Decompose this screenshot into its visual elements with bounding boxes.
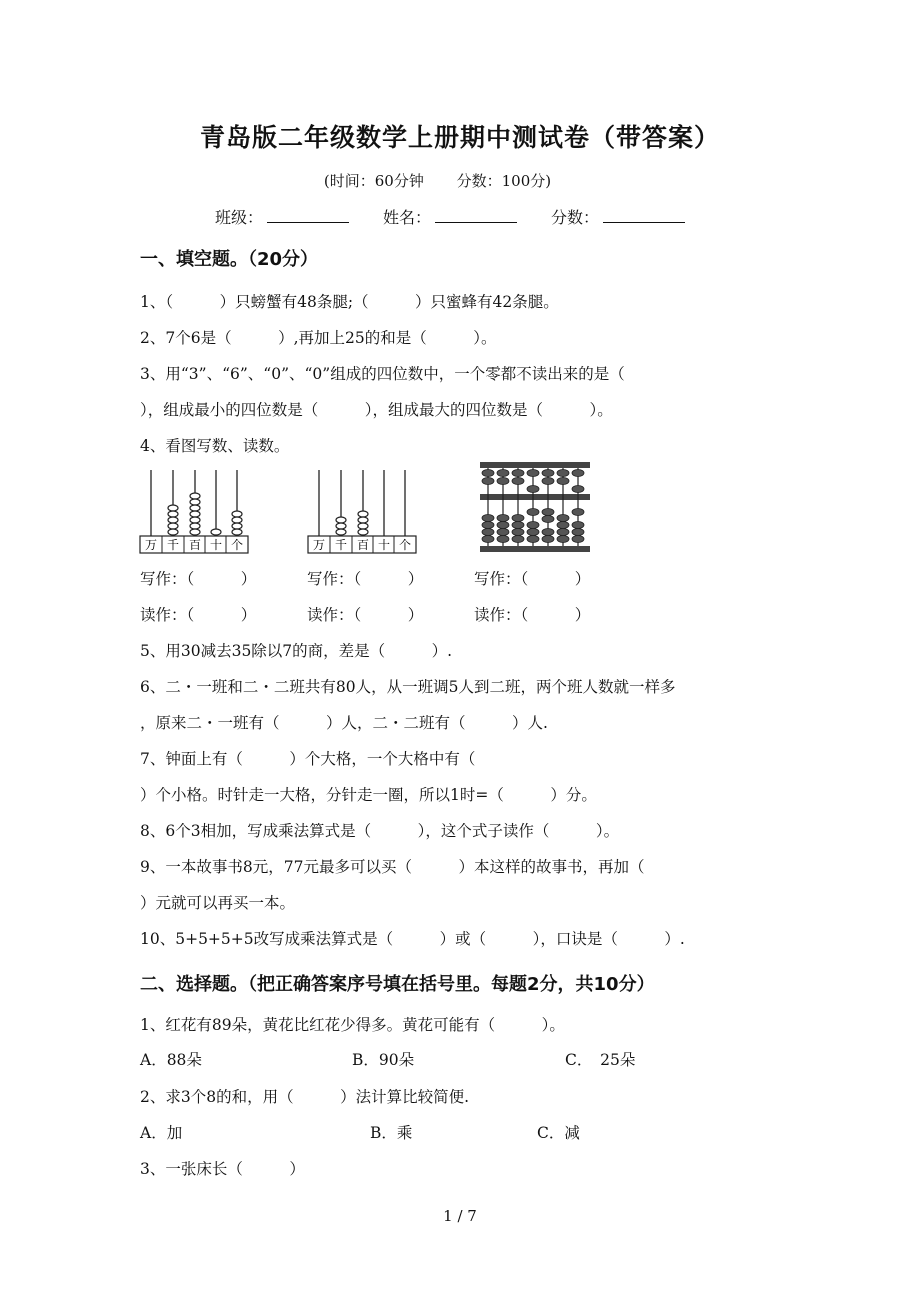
question-1-7b: ）个小格。时针走一大格，分针走一圈，所以1时=（ ）分。 (140, 786, 597, 804)
question-1-7a: 7、钟面上有（ ）个大格，一个大格中有（ (140, 750, 476, 768)
write-answer-1[interactable]: 写作：（ ） (140, 570, 257, 588)
section-2-heading: 二、选择题。（把正确答案序号填在括号里。每题2分，共10分） (140, 974, 655, 995)
question-1-3a: 3、用“3”、“6”、“0”、“0”组成的四位数中，一个零都不读出来的是（ (140, 365, 625, 383)
write-row (140, 567, 641, 589)
score-field[interactable] (551, 205, 685, 228)
abacus-2 (308, 470, 416, 553)
option-c[interactable]: C．减 (537, 1124, 580, 1142)
option-b[interactable]: B．90朵 (352, 1051, 415, 1069)
question-1-6a: 6、二・一班和二・二班共有80人，从一班调5人到二班，两个班人数就一样多 (140, 678, 676, 696)
name-label: 姓名： (383, 208, 432, 227)
abacus-label: 千 (334, 538, 348, 552)
question-1-2: 2、7个6是（ ）,再加上25的和是（ ）。 (140, 329, 497, 347)
read-answer-3[interactable]: 读作：（ ） (474, 606, 591, 624)
abacus-label: 十 (377, 538, 391, 552)
name-field[interactable] (383, 205, 517, 228)
abacus-label: 万 (144, 538, 158, 552)
abacus-label: 万 (312, 538, 326, 552)
abacus-3 (480, 462, 590, 552)
option-a[interactable]: A．加 (140, 1124, 183, 1142)
question-1-4: 4、看图写数、读数。 (140, 437, 290, 455)
question-2-2: 2、求3个8的和，用（ ）法计算比较简便. (140, 1088, 470, 1106)
abacus-label: 百 (188, 538, 202, 552)
score-blank[interactable] (603, 208, 685, 223)
question-1-8: 8、6个3相加，写成乘法算式是（ ），这个式子读作（ ）。 (140, 822, 620, 840)
abacus-1 (140, 470, 248, 553)
score-label: 分数： (551, 208, 600, 227)
read-row (140, 603, 641, 625)
question-1-3b: ），组成最小的四位数是（ ），组成最大的四位数是（ ）。 (140, 401, 613, 419)
question-1-5: 5、用30减去35除以7的商，差是（ ）. (140, 642, 453, 660)
name-blank[interactable] (435, 208, 517, 223)
class-label: 班级： (215, 208, 264, 227)
class-blank[interactable] (267, 208, 349, 223)
option-c[interactable]: C． 25朵 (565, 1051, 636, 1069)
page-number: 1 / 7 (443, 1207, 477, 1225)
question-1-9a: 9、一本故事书8元，77元最多可以买（ ）本这样的故事书，再加（ (140, 858, 645, 876)
abacus-label: 个 (398, 538, 412, 552)
score-info: 分数：100分) (456, 172, 552, 190)
option-a[interactable]: A．88朵 (140, 1051, 202, 1069)
option-b[interactable]: B．乘 (370, 1124, 413, 1142)
abacus-label: 千 (166, 538, 180, 552)
subtitle (0, 170, 875, 191)
student-info-line (215, 205, 685, 228)
section-1-heading: 一、填空题。（20分） (140, 249, 319, 270)
question-1-10: 10、5+5+5+5改写成乘法算式是（ ）或（ ），口诀是（ ）. (140, 930, 685, 948)
question-1-9b: ）元就可以再买一本。 (140, 894, 296, 912)
abacus-label: 百 (356, 538, 370, 552)
question-2-1: 1、红花有89朵，黄花比红花少得多。黄花可能有（ ）。 (140, 1016, 565, 1034)
question-1-6b: ，原来二・一班有（ ）人，二・二班有（ ）人. (140, 714, 548, 732)
abacus-label: 个 (230, 538, 244, 552)
class-field[interactable] (215, 205, 349, 228)
read-answer-2[interactable]: 读作：（ ） (307, 606, 424, 624)
write-answer-2[interactable]: 写作：（ ） (307, 570, 424, 588)
question-1-1: 1、（ ）只螃蟹有48条腿;（ ）只蜜蜂有42条腿。 (140, 293, 559, 311)
abacus-figures (138, 460, 598, 556)
page-title: 青岛版二年级数学上册期中测试卷（带答案） (199, 123, 720, 152)
abacus-label: 十 (209, 538, 223, 552)
time-info: (时间：60分钟 (323, 172, 424, 190)
read-answer-1[interactable]: 读作：（ ） (140, 606, 257, 624)
write-answer-3[interactable]: 写作：（ ） (474, 570, 591, 588)
question-2-3: 3、一张床长（ ） (140, 1160, 305, 1178)
